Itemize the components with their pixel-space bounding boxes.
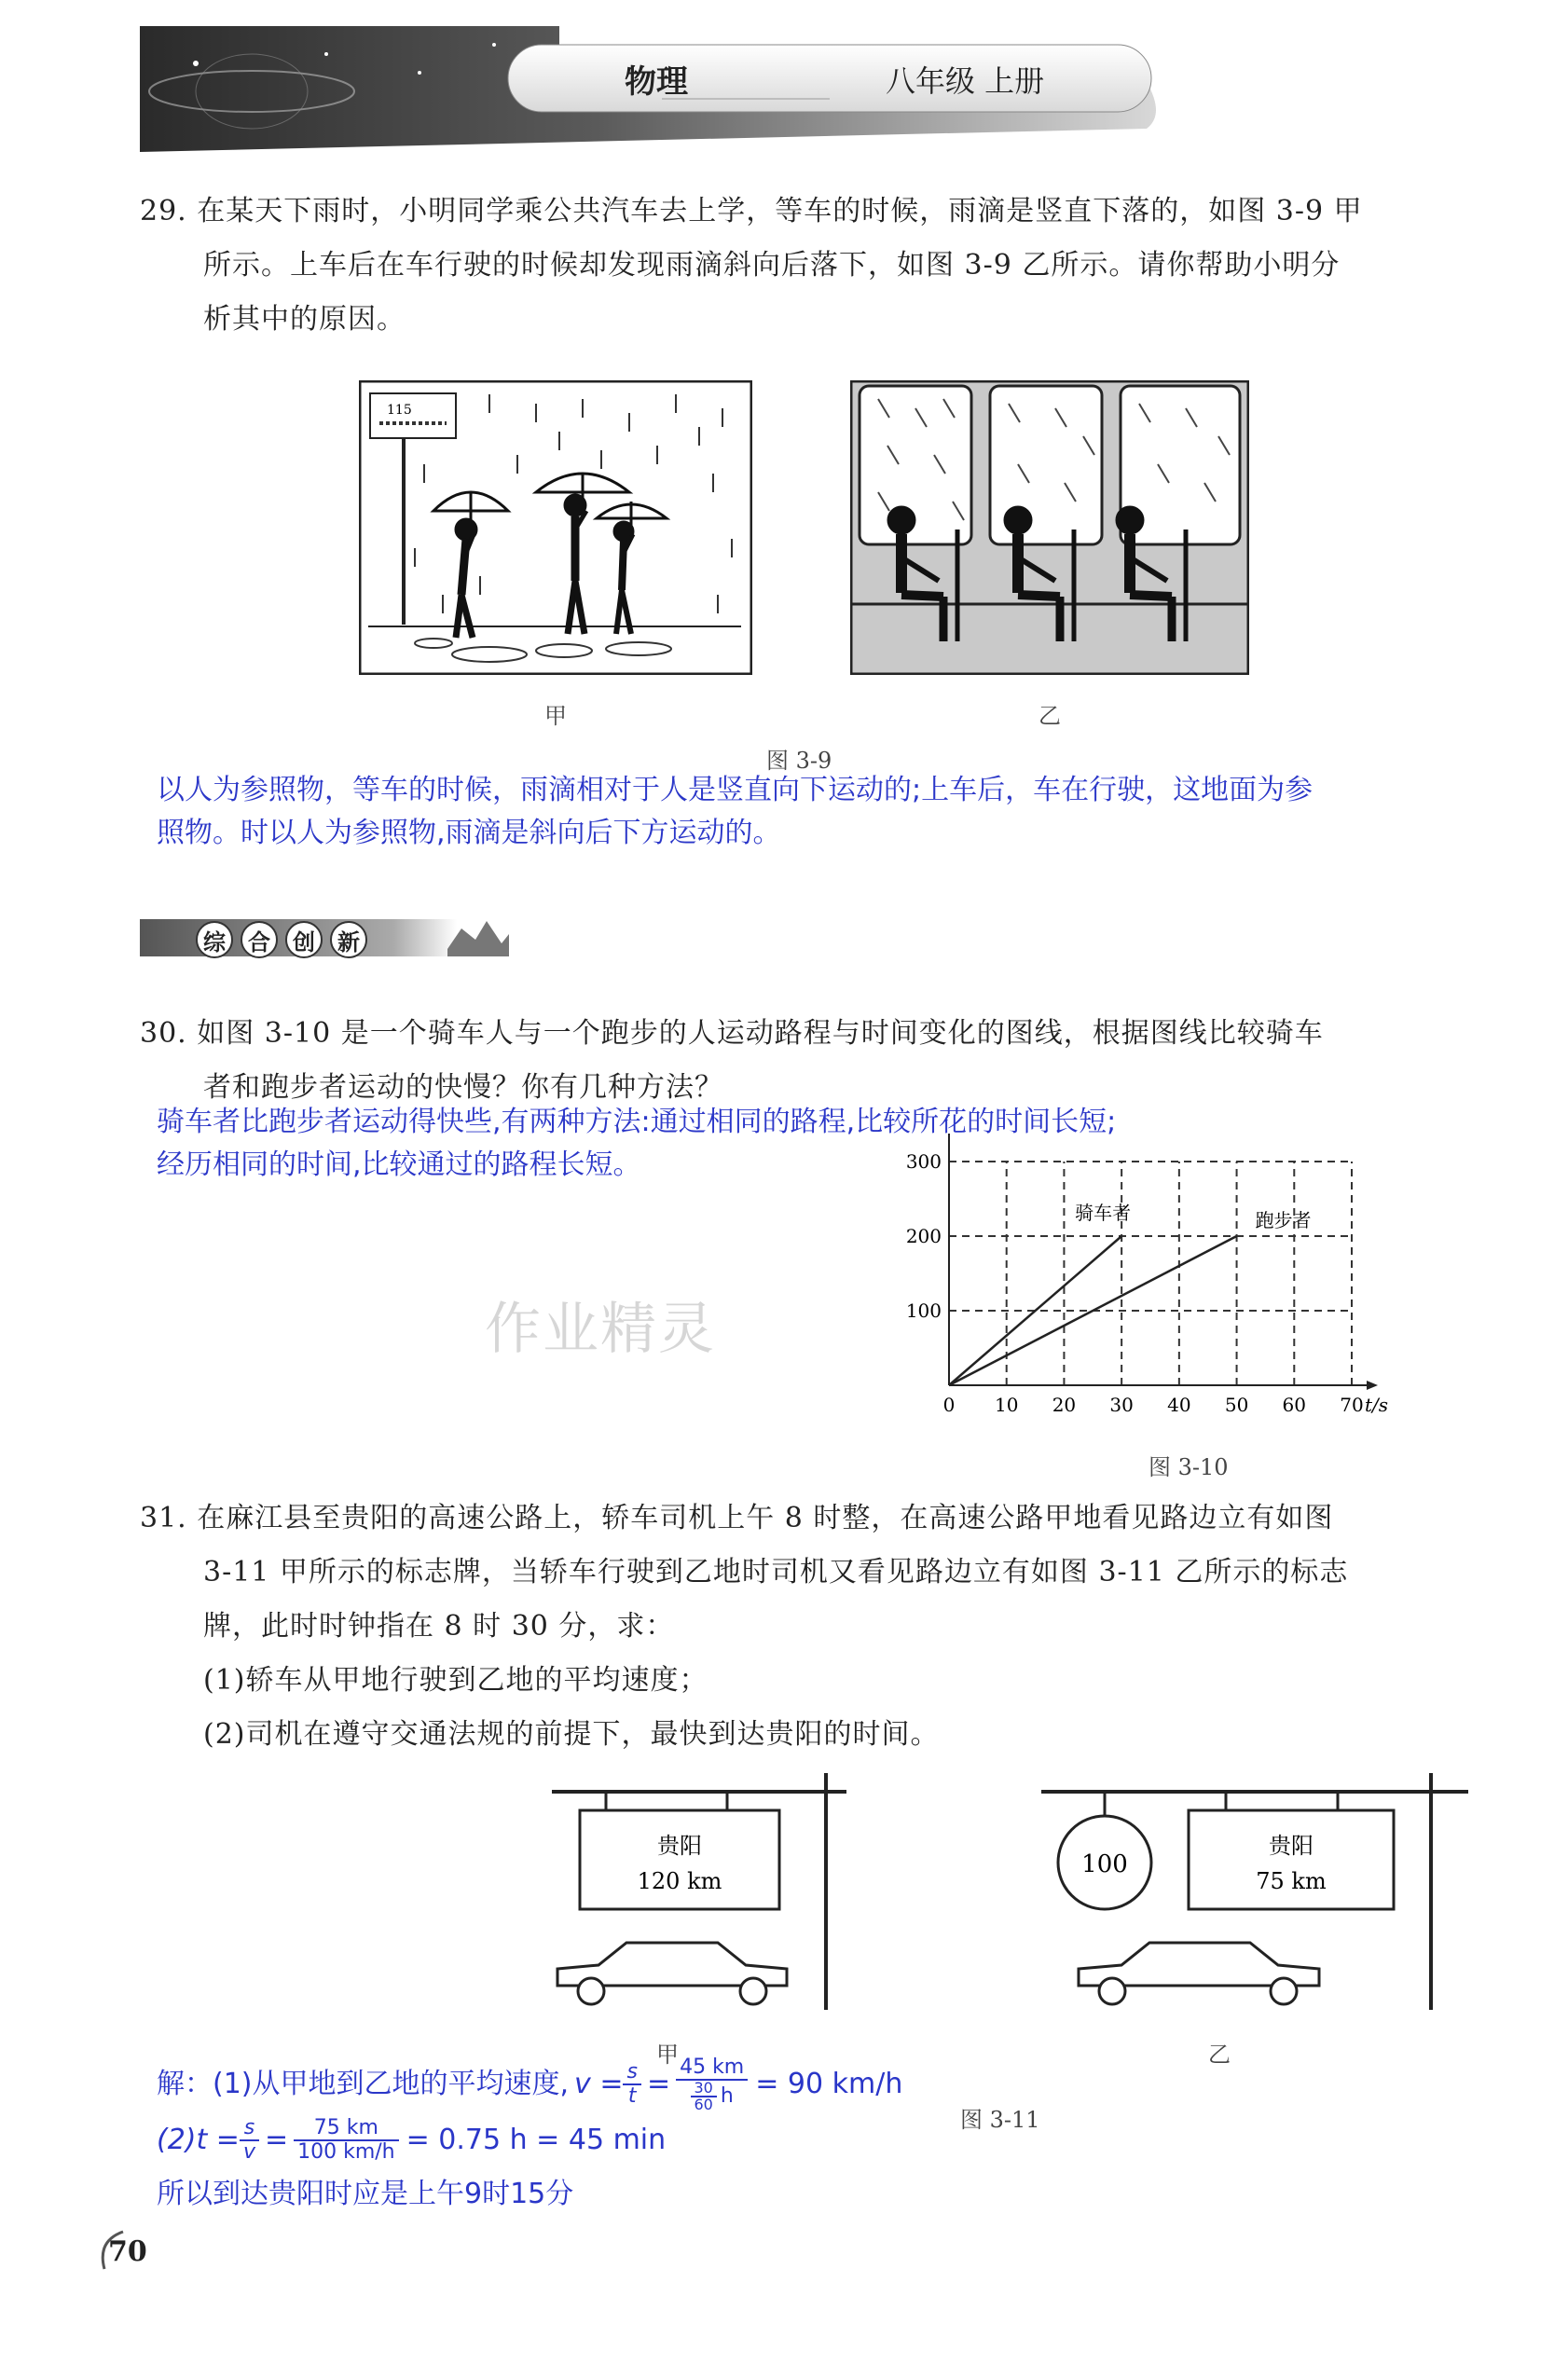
series-label-0: 骑车者 [1075, 1202, 1132, 1224]
header-grade: 八年级 上册 [886, 63, 1045, 99]
figure-3-11-sign-b [1039, 1769, 1478, 2014]
fig-3-11-label-b: 乙 [1208, 2042, 1231, 2068]
car-b-icon [1079, 1943, 1319, 2004]
q30-line2: 者和跑步者运动的快慢？你有几种方法？ [203, 1071, 723, 1104]
section-char-2: 合 [241, 921, 278, 958]
x-tick-label-4: 40 [1167, 1394, 1191, 1416]
x-tick-label-3: 30 [1109, 1394, 1134, 1416]
series-label-1: 跑步者 [1255, 1209, 1312, 1231]
fig-3-9-caption: 图 3-9 [766, 748, 832, 774]
q29-line1: 29. 在某天下雨时，小明同学乘公共汽车去上学，等车的时候，雨滴是竖直下落的，如图 3-9 甲 [140, 195, 1363, 227]
q31-line3: 牌，此时时钟指在 8 时 30 分，求： [203, 1610, 675, 1643]
q31-solution-part2: (2)t = $\frac{s}{v}$ = $\frac{75 km}{100 km/h}$ = 0.75 h = 45 min [157, 2114, 666, 2166]
sol1-num: 45 km [676, 2056, 748, 2081]
sign-b-city: 贵阳 [1269, 1833, 1314, 1859]
q30-answer-line1: 骑车者比跑步者运动得快些,有两种方法:通过相同的路程,比较所花的时间长短; [157, 1106, 1117, 1138]
sol2-prefix: (2)t = [157, 2124, 240, 2156]
section-banner [140, 912, 513, 968]
y-tick-label-2: 300 [905, 1150, 942, 1173]
sol1-t: t [627, 2084, 637, 2108]
figure-3-9-bus-interior [850, 380, 1249, 675]
sol1-v: v = [574, 2068, 624, 2100]
sol2-s: s [240, 2117, 259, 2141]
sol2-result: = 0.75 h = 45 min [406, 2124, 667, 2156]
sol1-frac-st [623, 2061, 640, 2108]
q31-line1: 31. 在麻江县至贵阳的高速公路上，轿车司机上午 8 时整，在高速公路甲地看见路边立有如图 [140, 1502, 1334, 1534]
sign-b-distance: 75 km [1256, 1868, 1327, 1894]
q30-line1: 30. 如图 3-10 是一个骑车人与一个跑步的人运动路程与时间变化的图线，根据图线比较骑车 [140, 1017, 1324, 1050]
sol1-prefix: 解：(1)从甲地到乙地的平均速度, [157, 2068, 570, 2100]
sol2-frac-value [294, 2117, 399, 2164]
x-tick-label-5: 50 [1224, 1394, 1249, 1416]
figure-3-11-sign-a [550, 1769, 858, 2014]
fig-3-11-label-a: 甲 [656, 2042, 679, 2068]
x-axis-arrow-icon [1367, 1381, 1378, 1390]
q31-sub1: (1)轿车从甲地行驶到乙地的平均速度； [203, 1664, 708, 1697]
sol1-s: s [623, 2061, 640, 2085]
sol1-den [676, 2081, 748, 2112]
x-tick-label-7: 70 [1340, 1394, 1364, 1416]
x-tick-label-0: 0 [942, 1394, 956, 1416]
header-subject: 物理 [625, 63, 688, 101]
section-char-3: 创 [285, 921, 323, 958]
sol2-v: v [242, 2140, 255, 2164]
sol1-den-unit: h [720, 2084, 734, 2108]
page-number: 70 [108, 2235, 147, 2268]
y-tick-label-0: 100 [905, 1300, 942, 1322]
figure-3-10-chart [895, 1134, 1473, 1441]
q29-line2: 所示。上车后在车行驶的时候却发现雨滴斜向后落下，如图 3-9 乙所示。请你帮助小明分 [203, 249, 1341, 282]
sol1-den-num: 30 [691, 2081, 717, 2097]
x-tick-label-2: 20 [1052, 1394, 1077, 1416]
q29-line3: 析其中的原因。 [203, 303, 406, 336]
q31-line2: 3-11 甲所示的标志牌，当轿车行驶到乙地时司机又看见路边立有如图 3-11 乙所示的标志 [203, 1556, 1349, 1588]
bus-sign-number: 115 [387, 403, 412, 418]
page-number-badge [95, 2222, 170, 2278]
car-a-icon [557, 1943, 787, 2004]
sol2-num: 75 km [294, 2117, 399, 2141]
sol1-frac-value [676, 2056, 748, 2112]
x-tick-label-1: 10 [994, 1394, 1019, 1416]
sign-a-city: 贵阳 [657, 1833, 702, 1859]
figure-3-9-bus-stop [359, 380, 752, 675]
sol2-frac-sv [240, 2117, 259, 2164]
section-char-1: 综 [196, 921, 233, 958]
q31-sub2: (2)司机在遵守交通法规的前提下，最快到达贵阳的时间。 [203, 1718, 940, 1751]
watermark: 作业精灵 [485, 1297, 716, 1362]
sol2-den: 100 km/h [297, 2140, 395, 2164]
fig-3-9-label-b: 乙 [1038, 703, 1061, 729]
fig-3-10-caption: 图 3-10 [1148, 1454, 1229, 1480]
x-tick-label-6: 60 [1282, 1394, 1307, 1416]
fig-3-9-label-a: 甲 [544, 703, 567, 729]
section-char-4: 新 [330, 921, 367, 958]
q31-solution-part1: 解：(1)从甲地到乙地的平均速度, v = $\frac{s}{t}$ = 45 km $\frac{30}{60}$ h = 90 km/h [157, 2056, 903, 2113]
q29-answer-line2: 照物。时以人为参照物,雨滴是斜向后下方运动的。 [157, 817, 781, 849]
q30-answer-line2: 经历相同的时间,比较通过的路程长短。 [157, 1148, 641, 1181]
sign-a-distance: 120 km [637, 1868, 722, 1894]
speed-limit-value: 100 [1081, 1850, 1128, 1878]
fig-3-11-caption: 图 3-11 [960, 2107, 1040, 2133]
sol1-den-den: 60 [694, 2096, 713, 2113]
x-axis-label: t/s [1365, 1394, 1389, 1416]
y-tick-label-1: 200 [905, 1225, 942, 1247]
sol1-result: = 90 km/h [755, 2068, 903, 2100]
q29-answer-line1: 以人为参照物，等车的时候，雨滴相对于人是竖直向下运动的;上车后，车在行驶，这地面为参 [157, 774, 1314, 806]
q31-solution-part3: 所以到达贵阳时应是上午9时15分 [157, 2178, 574, 2210]
